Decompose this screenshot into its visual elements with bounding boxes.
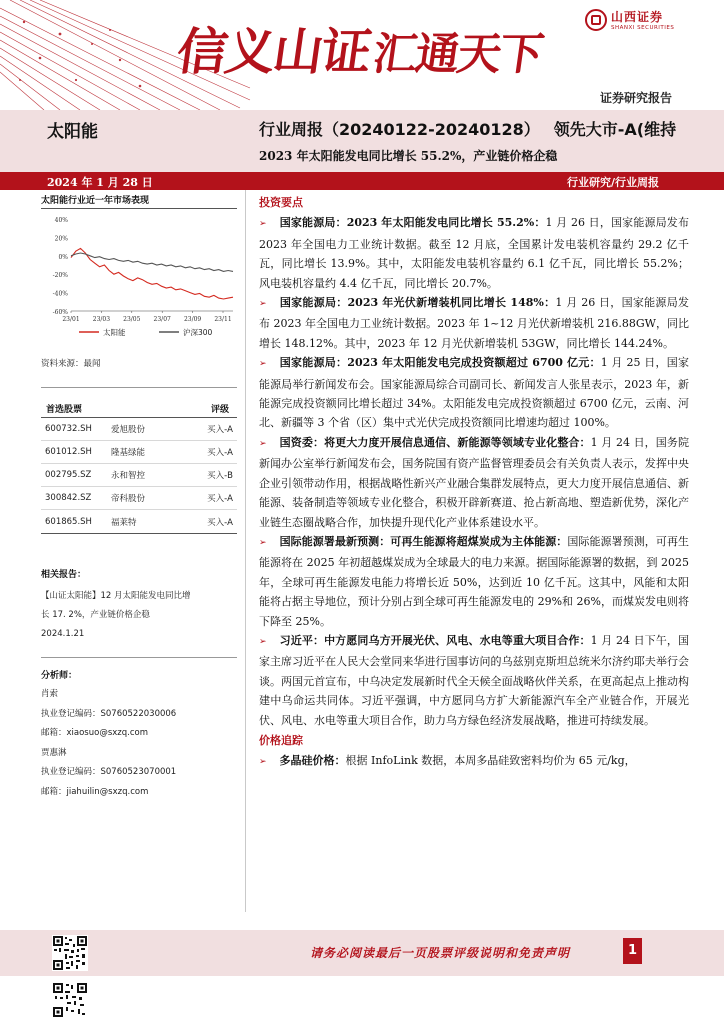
stock-table-header bbox=[41, 402, 237, 418]
stock-rating: 买入-A bbox=[207, 494, 233, 504]
report-kind: 证券研究报告 bbox=[600, 91, 673, 105]
y-tick-label: 20% bbox=[54, 235, 68, 243]
series-line-csi300 bbox=[71, 253, 233, 271]
stock-code: 600732.SH bbox=[45, 424, 92, 434]
analyst-email[interactable]: 邮箱：xiaosuo@sxzq.com bbox=[41, 728, 148, 738]
arrow-bullet-icon: ➢ bbox=[259, 757, 267, 768]
stock-code: 601012.SH bbox=[45, 447, 92, 457]
table-row bbox=[41, 510, 237, 533]
related-report[interactable] bbox=[41, 587, 237, 644]
highlight-item bbox=[259, 631, 689, 730]
stock-rating: 买入-A bbox=[207, 517, 233, 528]
analyst-name: 肖索 bbox=[41, 689, 59, 699]
column-divider bbox=[245, 190, 246, 912]
industry-rating: 领先大市-A(维持 bbox=[553, 120, 677, 139]
stock-header-pick: 首选股票 bbox=[46, 405, 83, 415]
divider bbox=[41, 657, 237, 658]
brand-logo bbox=[585, 8, 674, 31]
arrow-bullet-icon: ➢ bbox=[259, 438, 267, 449]
highlight-text: 1 月 26 日，国家能源局发布 2023 年全国电力工业统计数据。截至 12 月底，全国累计发电装机容量约 29.2 亿千瓦，同比增长 13.9%。其中，太阳能发电装机容量约 6.1 亿千瓦，同比增长 55.2%；风电装机容量约 4.4 亿千瓦，同比增长 20.7%。 bbox=[259, 216, 689, 290]
highlight-item bbox=[259, 532, 689, 631]
highlight-item bbox=[259, 293, 689, 353]
stock-rating: 买入-A bbox=[207, 448, 233, 458]
market-chart-svg bbox=[41, 211, 237, 351]
highlight-lead: 习近平：中方愿同乌方开展光伏、风电、水电等重大项目合作： bbox=[279, 633, 591, 647]
highlight-text: 1 月 24 日，国务院新闻办公室举行新闻发布会，国务院国有资产监督管理委员会有关负责人表示，发挥中央企业引领带动作用，根据战略性新兴产业融合集群发展特点，更大力度开展信息通信、新能源、装备制造等领域专业化整合，积极开辟新赛道、抢占新高地、塑造新优势，深化产业链生态圈战略合作，加快提升现代化产业体系建设水平。 bbox=[259, 435, 689, 529]
stock-header-rating: 评级 bbox=[210, 405, 229, 415]
stock-name: 爱旭股份 bbox=[111, 425, 146, 435]
stock-rating: 买入-A bbox=[207, 425, 233, 435]
stock-rating: 买入-B bbox=[207, 471, 233, 481]
related-report-line2[interactable]: 长 17. 2%，产业链价格企稳 bbox=[41, 610, 150, 620]
highlight-lead: 国家能源局：2023 年太阳能发电同比增长 55.2%： bbox=[279, 216, 546, 230]
highlight-text: 1 月 25 日，国家能源局举行新闻发布会。国家能源局综合司副司长、新闻发言人张星表示，2023 年，新能源完成投资额同比增长超过 34%。太阳能发电完成投资额超过 6700 亿元，云南、河北、新疆等 3 个省（区）集中式光伏完成投资额同比增速均超过 100%。 bbox=[259, 356, 689, 430]
brand-name-en: SHANXI SECURITIES bbox=[611, 25, 675, 31]
series-line-solar bbox=[71, 248, 233, 299]
y-tick-label: -20% bbox=[52, 272, 68, 280]
stock-name: 永和智控 bbox=[111, 471, 146, 481]
brand-name-cn: 山西证券 bbox=[611, 10, 664, 24]
slogan bbox=[173, 12, 545, 84]
sector-name: 太阳能 bbox=[47, 122, 98, 142]
arrow-bullet-icon: ➢ bbox=[259, 359, 267, 370]
stock-name: 隆基绿能 bbox=[111, 448, 146, 458]
report-category: 行业研究/行业周报 bbox=[567, 176, 660, 189]
y-tick-label: 0% bbox=[58, 253, 68, 261]
report-type: 行业周报（20240122-20240128） bbox=[259, 120, 540, 139]
x-tick-label: 23/03 bbox=[92, 316, 111, 323]
left-sidebar bbox=[41, 193, 237, 802]
x-tick-label: 23/07 bbox=[153, 316, 171, 323]
related-report-line1[interactable]: 【山证太阳能】12 月太阳能发电同比增 bbox=[41, 591, 191, 601]
table-row bbox=[41, 441, 237, 464]
qr-code-icon[interactable] bbox=[52, 935, 88, 971]
highlight-lead: 国资委：将更大力度开展信息通信、新能源等领域专业化整合： bbox=[279, 435, 591, 449]
logo-emblem-icon bbox=[585, 9, 607, 31]
section-price-tracking: 价格追踪 bbox=[259, 733, 303, 747]
market-chart-heading: 太阳能行业近一年市场表现 bbox=[41, 193, 237, 209]
disclaimer-notice: 请务必阅读最后一页股票评级说明和免责声明 bbox=[310, 946, 571, 960]
y-tick-label: -40% bbox=[52, 290, 68, 298]
table-row bbox=[41, 464, 237, 487]
report-date: 2024 年 1 月 28 日 bbox=[47, 176, 153, 189]
price-lead: 多晶硅价格： bbox=[279, 754, 346, 768]
header-banner bbox=[0, 0, 724, 110]
arrow-bullet-icon: ➢ bbox=[259, 219, 267, 230]
highlight-text: 1 月 24 日下午，国家主席习近平在人民大会堂同来华进行国事访问的乌兹别克斯坦总统米尔济约耶夫举行会谈。两国元首宣布，中乌决定发展新时代全天候全面战略伙伴关系，在更高起点上推动构建中乌命运共同体。习近平强调，中方愿同乌方扩大新能源汽车全产业链合作，开展光伏、风电、水电等重大项目合作，助力乌方绿色经济发展战略，推进可持续发展。 bbox=[259, 633, 689, 727]
analyst-license: 执业登记编码：S0760522030006 bbox=[41, 708, 177, 719]
highlight-lead: 国家能源局：2023 年光伏新增装机同比增长 148%： bbox=[279, 296, 556, 310]
stock-name: 福莱特 bbox=[111, 517, 137, 528]
analyst-name: 贾惠淋 bbox=[41, 747, 67, 758]
main-content bbox=[259, 193, 689, 773]
arrow-bullet-icon: ➢ bbox=[259, 636, 267, 647]
date-bar bbox=[0, 172, 724, 190]
arrow-bullet-icon: ➢ bbox=[259, 537, 267, 548]
related-report-date: 2024.1.21 bbox=[41, 629, 85, 639]
analysts-heading: 分析师： bbox=[41, 671, 78, 681]
x-tick-label: 23/05 bbox=[123, 316, 141, 323]
legend-label: 太阳能 bbox=[103, 328, 126, 337]
highlight-lead: 国家能源局：2023 年太阳能发电完成投资额超过 6700 亿元： bbox=[279, 356, 601, 370]
highlight-item bbox=[259, 353, 689, 433]
highlight-text: 国际能源署预测，可再生能源将在 2025 年初超越煤炭成为全球最大的电力来源。据国际能源署的数据，到 2025 年，全球可再生能源发电能力将增长近 50%，达到近 10 亿千瓦。这其中，风能和太阳能将占据主导地位，预计分别占到全球可再生能源发电的 29%和 26%，而煤炭发电则将下降至 25%。 bbox=[259, 534, 690, 628]
stock-table bbox=[41, 418, 237, 534]
price-text: 根据 InfoLink 数据，本周多晶硅致密料均价为 65 元/kg， bbox=[345, 754, 636, 768]
table-row bbox=[41, 487, 237, 510]
page-number: 1 bbox=[623, 938, 642, 964]
analyst-list bbox=[41, 685, 237, 802]
y-tick-label: -60% bbox=[52, 309, 68, 316]
x-tick-label: 23/09 bbox=[183, 316, 202, 323]
x-tick-label: 23/11 bbox=[214, 316, 232, 323]
legend-label: 沪深300 bbox=[183, 328, 213, 337]
report-title bbox=[259, 117, 676, 140]
market-performance-chart bbox=[41, 211, 237, 351]
report-headline: 2023 年太阳能发电同比增长 55.2%，产业链价格企稳 bbox=[259, 149, 558, 163]
stock-code: 300842.SZ bbox=[45, 493, 92, 503]
stock-code: 002795.SZ bbox=[45, 470, 92, 480]
related-reports-heading: 相关报告： bbox=[41, 570, 87, 580]
slogan-part1: 信义山证 bbox=[173, 22, 374, 81]
y-tick-label: 40% bbox=[54, 217, 68, 224]
highlight-item bbox=[259, 213, 689, 293]
slogan-part2: 汇通天下 bbox=[369, 29, 545, 80]
section-investment-highlights: 投资要点 bbox=[259, 196, 303, 209]
x-tick-label: 23/01 bbox=[62, 316, 80, 323]
arrow-bullet-icon: ➢ bbox=[259, 299, 267, 310]
stock-code: 601865.SH bbox=[45, 516, 92, 527]
chart-source: 资料来源：最闻 bbox=[41, 357, 237, 388]
highlight-item bbox=[259, 433, 689, 532]
highlight-lead: 国际能源署最新预测：可再生能源将超煤炭成为主体能源： bbox=[279, 534, 568, 548]
stock-name: 帝科股份 bbox=[111, 494, 146, 504]
highlight-text: 1 月 26 日，国家能源局发布 2023 年全国电力工业统计数据。2023 年 1~12 月光伏新增装机 216.88GW，同比增长 148.12%。其中，2023 年 12 月光伏新增装机 53GW，同比增长 144.24%。 bbox=[259, 296, 689, 350]
analyst-email[interactable]: 邮箱：jiahuilin@sxzq.com bbox=[41, 786, 149, 797]
table-row bbox=[41, 418, 237, 441]
price-item bbox=[259, 751, 689, 772]
title-bar bbox=[0, 110, 724, 172]
qr-code-icon[interactable] bbox=[52, 982, 88, 1018]
analyst-license: 执业登记编码：S0760523070001 bbox=[41, 767, 177, 777]
